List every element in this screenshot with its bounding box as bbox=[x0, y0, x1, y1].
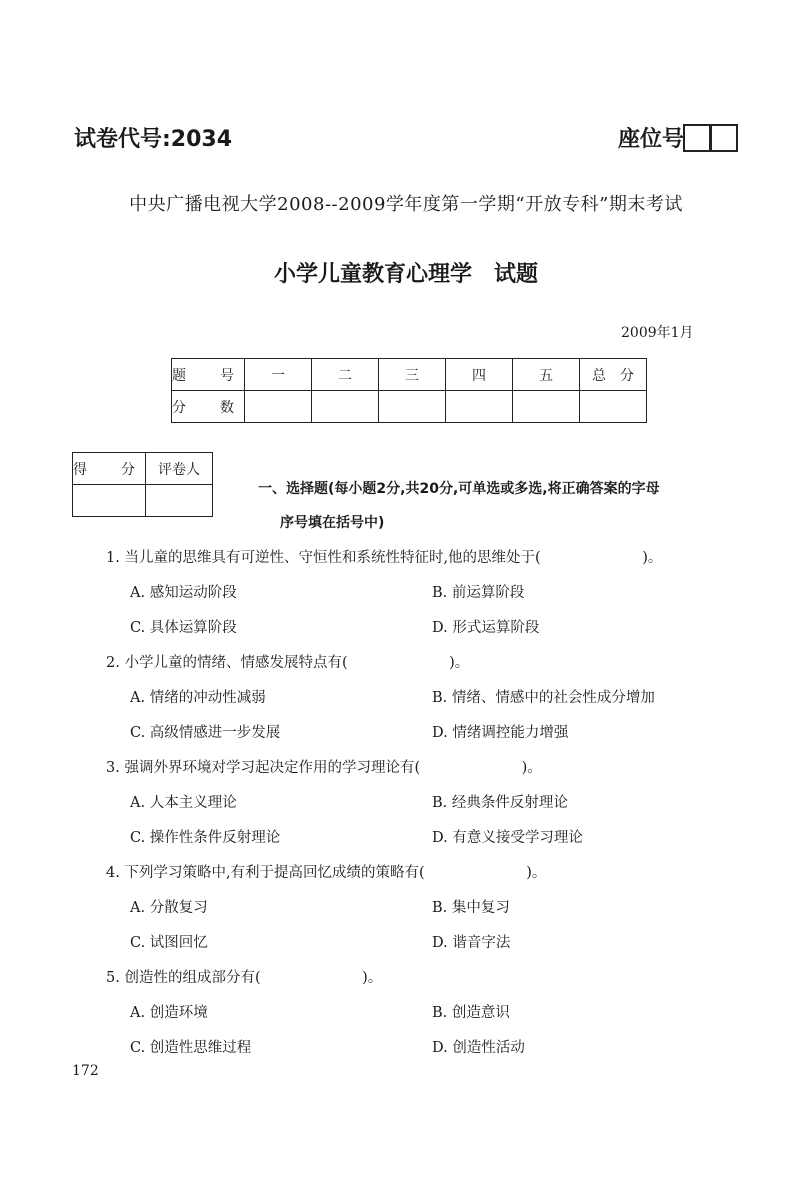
seat-box-1[interactable] bbox=[683, 124, 711, 152]
option-b[interactable]: B. 情绪、情感中的社会性成分增加 bbox=[432, 690, 655, 706]
option-a[interactable]: A. 人本主义理论 bbox=[130, 795, 237, 811]
grader-table bbox=[72, 452, 213, 517]
score-table-col-3: 三 bbox=[379, 359, 446, 391]
score-cell-3[interactable] bbox=[379, 391, 446, 423]
grader-name-cell[interactable] bbox=[146, 485, 213, 517]
score-cell-4[interactable] bbox=[446, 391, 513, 423]
option-d[interactable]: D. 谐音字法 bbox=[432, 935, 511, 951]
score-cell-1[interactable] bbox=[245, 391, 312, 423]
grader-label: 评卷人 bbox=[146, 453, 213, 485]
seat-label: 座位号 bbox=[618, 127, 685, 152]
exam-date: 2009年1月 bbox=[621, 325, 694, 341]
score-table-score-row bbox=[172, 391, 647, 423]
option-b[interactable]: B. 前运算阶段 bbox=[432, 585, 525, 601]
seat-box-2[interactable] bbox=[710, 124, 738, 152]
option-b[interactable]: B. 经典条件反射理论 bbox=[432, 795, 568, 811]
option-c[interactable]: C. 创造性思维过程 bbox=[130, 1040, 252, 1056]
exam-title: 小学儿童教育心理学 试题 bbox=[273, 262, 538, 287]
section-heading-cont: 序号填在括号中) bbox=[280, 515, 385, 531]
score-table-score-label: 分 数 bbox=[172, 391, 245, 423]
score-table-col-5: 五 bbox=[513, 359, 580, 391]
grader-score-cell[interactable] bbox=[73, 485, 146, 517]
seat-number bbox=[618, 122, 738, 153]
option-a[interactable]: A. 感知运动阶段 bbox=[130, 585, 237, 601]
question-stem: 5. 创造性的组成部分有( )。 bbox=[106, 970, 383, 986]
option-c[interactable]: C. 高级情感进一步发展 bbox=[130, 725, 281, 741]
paper-code: 试卷代号:2034 bbox=[74, 127, 233, 152]
option-d[interactable]: D. 情绪调控能力增强 bbox=[432, 725, 569, 741]
question-stem: 1. 当儿童的思维具有可逆性、守恒性和系统性特征时,他的思维处于( )。 bbox=[106, 550, 663, 566]
option-c[interactable]: C. 操作性条件反射理论 bbox=[130, 830, 281, 846]
option-a[interactable]: A. 情绪的冲动性减弱 bbox=[130, 690, 266, 706]
section-heading: 一、选择题(每小题2分,共20分,可单选或多选,将正确答案的字母 bbox=[258, 481, 660, 497]
option-b[interactable]: B. 集中复习 bbox=[432, 900, 510, 916]
score-table-col-2: 二 bbox=[312, 359, 379, 391]
grader-score-label: 得 分 bbox=[73, 453, 146, 485]
option-d[interactable]: D. 创造性活动 bbox=[432, 1040, 525, 1056]
option-b[interactable]: B. 创造意识 bbox=[432, 1005, 510, 1021]
score-cell-2[interactable] bbox=[312, 391, 379, 423]
score-table-col-1: 一 bbox=[245, 359, 312, 391]
option-c[interactable]: C. 具体运算阶段 bbox=[130, 620, 237, 636]
score-cell-total[interactable] bbox=[580, 391, 647, 423]
question-stem: 2. 小学儿童的情绪、情感发展特点有( )。 bbox=[106, 655, 470, 671]
option-a[interactable]: A. 分散复习 bbox=[130, 900, 208, 916]
option-c[interactable]: C. 试图回忆 bbox=[130, 935, 208, 951]
option-a[interactable]: A. 创造环境 bbox=[130, 1005, 208, 1021]
exam-line: 中央广播电视大学2008--2009学年度第一学期“开放专科”期末考试 bbox=[129, 194, 683, 215]
score-table-col-total: 总 分 bbox=[580, 359, 647, 391]
option-d[interactable]: D. 有意义接受学习理论 bbox=[432, 830, 583, 846]
score-table-header-row bbox=[172, 359, 647, 391]
score-table-head-label: 题 号 bbox=[172, 359, 245, 391]
question-stem: 3. 强调外界环境对学习起决定作用的学习理论有( )。 bbox=[106, 760, 542, 776]
score-table-col-4: 四 bbox=[446, 359, 513, 391]
score-cell-5[interactable] bbox=[513, 391, 580, 423]
score-table bbox=[171, 358, 647, 423]
option-d[interactable]: D. 形式运算阶段 bbox=[432, 620, 540, 636]
page-number: 172 bbox=[72, 1063, 99, 1079]
question-stem: 4. 下列学习策略中,有利于提高回忆成绩的策略有( )。 bbox=[106, 865, 547, 881]
